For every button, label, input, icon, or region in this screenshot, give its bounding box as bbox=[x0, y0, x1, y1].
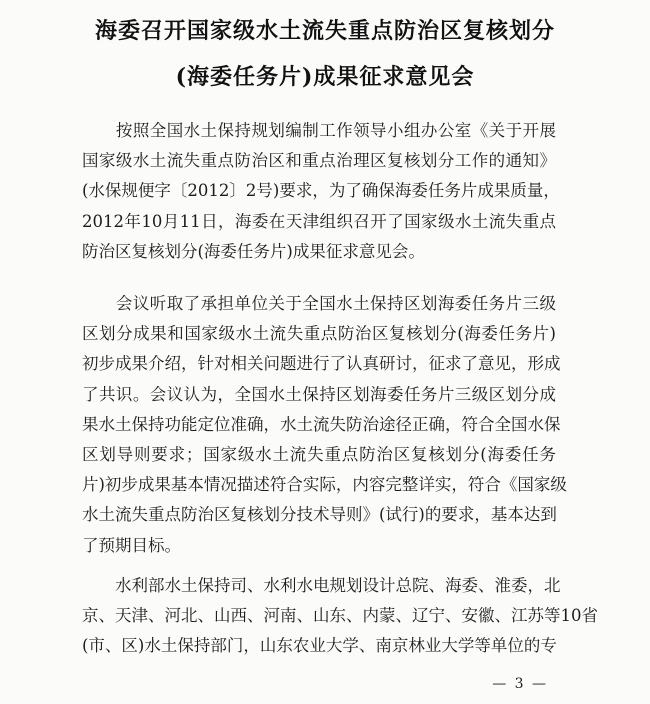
paragraph-line: 会议听取了承担单位关于全国水土保持区划海委任务片三级 bbox=[82, 294, 556, 313]
paragraph-line: 水利部水土保持司、水利水电规划设计总院、海委、淮委，北 bbox=[82, 576, 561, 595]
paragraph-3 bbox=[82, 571, 598, 662]
paragraph-line: 水土流失重点防治区复核划分技术导则》(试行)的要求，基本达到 bbox=[82, 505, 557, 525]
paragraph-line: 初步成果介绍，针对相关问题进行了认真研讨，征求了意见，形成 bbox=[82, 354, 561, 374]
page-number: — 3 — bbox=[492, 676, 548, 692]
paragraph-line: 国家级水土流失重点防治区和重点治理区复核划分工作的通知》 bbox=[82, 151, 556, 171]
paragraph-line: 区划导则要求；国家级水土流失重点防治区复核划分(海委任务 bbox=[82, 444, 556, 464]
paragraph-line: 果水土保持功能定位准确，水土流失防治途径正确，符合全国水保 bbox=[82, 414, 561, 434]
paragraph-line: (市、区)水土保持部门，山东农业大学、南京林业大学等单位的专 bbox=[82, 636, 557, 656]
paragraph-2 bbox=[82, 289, 567, 561]
document-title-line-1: 海委召开国家级水土流失重点防治区复核划分 bbox=[94, 18, 555, 44]
paragraph-line: 片)初步成果基本情况描述符合实际，内容完整详实，符合《国家级 bbox=[82, 475, 567, 495]
paragraph-line: 按照全国水土保持规划编制工作领导小组办公室《关于开展 bbox=[82, 121, 556, 140]
paragraph-line: 了预期目标。 bbox=[82, 535, 181, 555]
paragraph-line: (水保规便字〔2012〕2号)要求，为了确保海委任务片成果质量， bbox=[82, 181, 560, 201]
paragraph-line: 防治区复核划分(海委任务片)成果征求意见会。 bbox=[82, 241, 425, 261]
paragraph-line: 京、天津、河北、山西、河南、山东、内蒙、辽宁、安徽、江苏等10省 bbox=[82, 606, 598, 626]
paragraph-1 bbox=[82, 116, 560, 267]
paragraph-line: 区划分成果和国家级水土流失重点防治区复核划分(海委任务片) bbox=[82, 324, 556, 344]
paragraph-line: 了共识。会议认为，全国水土保持区划海委任务片三级区划分成 bbox=[82, 384, 556, 404]
paragraph-line: 2012年10月11日，海委在天津组织召开了国家级水土流失重点 bbox=[82, 211, 556, 231]
document-title-line-2: (海委任务片)成果征求意见会 bbox=[175, 64, 475, 90]
